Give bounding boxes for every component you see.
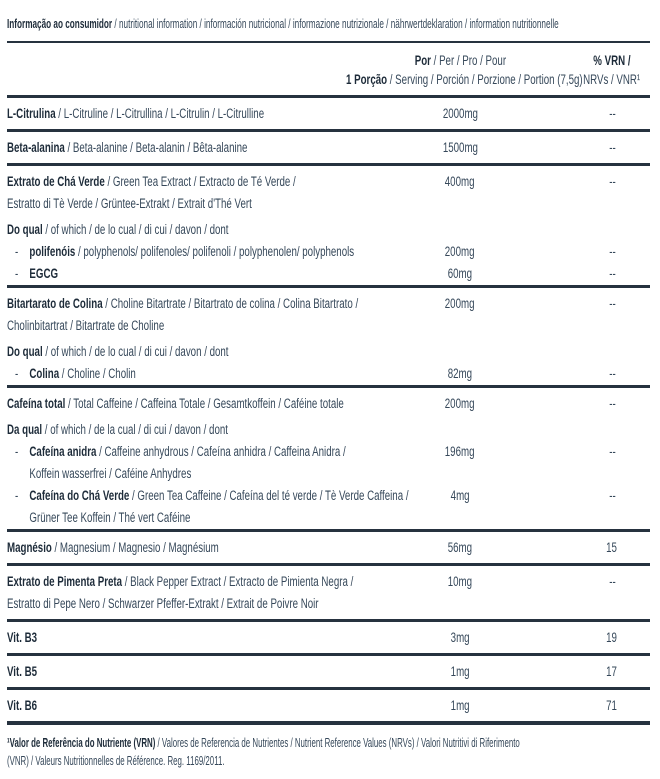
- ingredient-labels: [7, 293, 650, 337]
- nrv-value: [562, 363, 660, 385]
- row-caffeine-anhydrous: [7, 441, 650, 485]
- nrv-value: [562, 537, 660, 559]
- ingredient-name: Vit. B5: [7, 664, 38, 679]
- label-line: [7, 315, 650, 337]
- amount-text: 400mg: [445, 174, 475, 189]
- label-line: [7, 571, 650, 593]
- footnote: [7, 725, 650, 770]
- label-line: [7, 171, 650, 193]
- amount-value: [400, 293, 520, 315]
- nrv-label-line2: NRVs / VNR¹: [583, 72, 641, 87]
- dash-marker: -: [15, 244, 19, 259]
- nrv-value: [562, 263, 660, 285]
- nrv-value: [562, 293, 660, 315]
- ingredient-translations: Grüner Tee Koffein / Thé vert Caféine: [29, 510, 191, 525]
- dash-marker: -: [15, 266, 19, 281]
- column-headers: [7, 43, 650, 95]
- nrv-value: [562, 695, 660, 717]
- row-egcg: [7, 263, 650, 285]
- row-beta-alanina: [7, 132, 650, 163]
- dash-marker: -: [15, 366, 19, 381]
- column-header-nrv: [552, 51, 660, 89]
- amount-text: 2000mg: [442, 106, 478, 121]
- page-title-translations: / nutritional information / información nutricional / informazione nutrizionale / nährwertdeklaration / information nutritionnelle: [112, 16, 559, 31]
- ingredient-translations: / Caffeine anhydrous / Cafeína anhidra / Caffeina Anidra /: [96, 444, 346, 459]
- ingredient-translations: / Beta-alanine / Beta-alanin / Bêta-alanine: [64, 140, 248, 155]
- nrv-text: --: [608, 244, 616, 259]
- amount-text: 10mg: [447, 574, 473, 589]
- nrv-text: --: [608, 574, 616, 589]
- amount-text: 200mg: [445, 396, 475, 411]
- nrv-text: 19: [606, 630, 618, 645]
- ingredient-labels: [7, 627, 650, 649]
- label-line: [7, 419, 650, 441]
- nrv-text: --: [608, 366, 616, 381]
- nrv-text: 17: [606, 664, 618, 679]
- row-green-tea-caffeine: [7, 485, 650, 529]
- ingredient-translations: / Choline / Cholin: [59, 366, 136, 381]
- amount-text: 1500mg: [442, 140, 478, 155]
- amount-text: 200mg: [445, 296, 475, 311]
- footnote-text-line1: / Valores de Referencia de Nutrientes / Nutrient Reference Values (NRVs) / Valori Nutritivi di Riferimento: [155, 736, 520, 750]
- row-vit-b6: [7, 690, 650, 721]
- ingredient-labels: [7, 571, 650, 615]
- ingredient-translations: / Green Tea Extract / Extracto de Té Verde /: [104, 174, 296, 189]
- ingredient-labels: [7, 341, 650, 363]
- ingredient-name: Do qual: [7, 222, 43, 237]
- row-l-citrulina: [7, 98, 650, 129]
- amount-value: [400, 171, 520, 193]
- ingredient-name: Magnésio: [7, 540, 52, 555]
- label-line: [7, 661, 650, 683]
- nrv-text: --: [608, 174, 616, 189]
- label-line: [7, 507, 650, 529]
- ingredient-name: Do qual: [7, 344, 43, 359]
- ingredient-translations: Cholinbitartrat / Bitartrate de Choline: [7, 318, 165, 333]
- label-line: [7, 193, 650, 215]
- ingredient-labels: [7, 363, 650, 385]
- ingredient-name: Extrato de Pimenta Preta: [7, 574, 123, 589]
- amount-value: [400, 241, 520, 263]
- per-label: Por: [414, 53, 431, 68]
- label-line: [7, 341, 650, 363]
- amount-value: [400, 695, 520, 717]
- label-line: [7, 293, 650, 315]
- nrv-value: [562, 485, 660, 507]
- amount-text: 82mg: [447, 366, 473, 381]
- nrv-value: [562, 241, 660, 263]
- nrv-value: [562, 661, 660, 683]
- nrv-text: --: [608, 296, 616, 311]
- ingredient-name: Cafeína do Chá Verde: [29, 488, 130, 503]
- page-title: [7, 6, 650, 41]
- ingredient-translations: / Green Tea Caffeine / Cafeína del té verde / Tè Verde Caffeina /: [129, 488, 409, 503]
- ingredient-translations: Koffein wasserfrei / Caféine Anhydres: [29, 466, 192, 481]
- amount-text: 196mg: [445, 444, 475, 459]
- ingredient-name: Da qual: [7, 422, 43, 437]
- nrv-text: 15: [606, 540, 618, 555]
- amount-value: [400, 393, 520, 415]
- nutrition-table: [7, 98, 650, 725]
- ingredient-labels: [7, 393, 650, 415]
- ingredient-translations: Estratto di Tè Verde / Grüntee-Extrakt / Extrait d'Thé Vert: [7, 196, 252, 211]
- nrv-label-line1: % VRN /: [593, 53, 631, 68]
- amount-value: [400, 627, 520, 649]
- ingredient-labels: [7, 537, 650, 559]
- ingredient-name: Cafeína anidra: [29, 444, 97, 459]
- ingredient-translations: / polyphenols/ polifenoles/ polifenoli / polyphenolen/ polyphenols: [75, 244, 355, 259]
- nrv-value: [562, 441, 660, 463]
- ingredient-labels: [7, 171, 650, 215]
- amount-text: 3mg: [450, 630, 470, 645]
- label-line: [7, 537, 650, 559]
- ingredient-translations: / L-Citruline / L-Citrullina / L-Citrulin / L-Citrulline: [55, 106, 265, 121]
- ingredient-name: Vit. B3: [7, 630, 38, 645]
- row-green-tea-of-which: [7, 219, 650, 241]
- amount-value: [400, 661, 520, 683]
- dash-marker: -: [15, 488, 19, 503]
- ingredient-name: Bitartarato de Colina: [7, 296, 103, 311]
- serving-label: 1 Porção: [346, 72, 388, 87]
- row-total-caffeine: [7, 388, 650, 419]
- nrv-text: --: [608, 444, 616, 459]
- ingredient-translations: / of which / de la cual / di cui / davon / dont: [42, 422, 228, 437]
- label-line: [7, 219, 650, 241]
- row-choline-of-which: [7, 341, 650, 363]
- label-line: [7, 103, 650, 125]
- amount-value: [400, 485, 520, 507]
- ingredient-labels: [7, 441, 650, 485]
- row-black-pepper-extract: [7, 566, 650, 619]
- row-polyphenols: [7, 241, 650, 263]
- serving-label-translations: / Serving / Porción / Porzione / Portion (7,5g): [387, 72, 583, 87]
- dash-marker: -: [15, 444, 19, 459]
- amount-value: [400, 363, 520, 385]
- row-caffeine-of-which: [7, 419, 650, 441]
- amount-value: [400, 537, 520, 559]
- ingredient-labels: [7, 661, 650, 683]
- nrv-value: [562, 393, 660, 415]
- ingredient-name: Colina: [29, 366, 60, 381]
- row-vit-b5: [7, 656, 650, 687]
- nrv-value: [562, 171, 660, 193]
- nrv-text: --: [608, 488, 616, 503]
- label-line: [7, 241, 650, 263]
- amount-text: 1mg: [450, 698, 470, 713]
- ingredient-translations: / Black Pepper Extract / Extracto de Pimienta Negra /: [122, 574, 354, 589]
- ingredient-translations: / Choline Bitartrate / Bitartrato de colina / Colina Bitartrato /: [102, 296, 359, 311]
- page-title-primary: Informação ao consumidor: [7, 16, 113, 31]
- amount-value: [400, 263, 520, 285]
- footnote-bold: ¹Valor de Referência do Nutriente (VRN): [7, 736, 156, 750]
- nrv-text: --: [608, 140, 616, 155]
- ingredient-translations: / Magnesium / Magnesio / Magnésium: [51, 540, 219, 555]
- label-line: [7, 441, 650, 463]
- ingredient-translations: / Total Caffeine / Caffeina Totale / Gesamtkoffein / Caféine totale: [65, 396, 344, 411]
- nrv-value: [562, 137, 660, 159]
- ingredient-labels: [7, 263, 650, 285]
- label-line: [7, 363, 650, 385]
- row-magnesium: [7, 532, 650, 563]
- nrv-text: 71: [606, 698, 618, 713]
- ingredient-name: EGCG: [29, 266, 59, 281]
- ingredient-labels: [7, 419, 650, 441]
- amount-value: [400, 441, 520, 463]
- footnote-text-line2: (VNR) / Valeurs Nutritionnelles de Référence. Reg. 1169/2011.: [7, 754, 225, 768]
- ingredient-labels: [7, 103, 650, 125]
- label-line: [7, 463, 650, 485]
- nrv-value: [562, 571, 660, 593]
- label-line: [7, 393, 650, 415]
- label-line: [7, 485, 650, 507]
- amount-text: 4mg: [450, 488, 470, 503]
- label-line: [7, 137, 650, 159]
- amount-text: 200mg: [445, 244, 475, 259]
- label-line: [7, 593, 650, 615]
- amount-value: [400, 137, 520, 159]
- ingredient-translations: / of which / de lo cual / di cui / davon / dont: [42, 344, 229, 359]
- nrv-text: --: [608, 106, 616, 121]
- nrv-value: [562, 627, 660, 649]
- ingredient-name: Extrato de Chá Verde: [7, 174, 105, 189]
- ingredient-name: Cafeína total: [7, 396, 66, 411]
- ingredient-name: L-Citrulina: [7, 106, 56, 121]
- per-label-translations: / Per / Pro / Pour: [430, 53, 506, 68]
- amount-value: [400, 571, 520, 593]
- nrv-value: [562, 103, 660, 125]
- row-choline: [7, 363, 650, 385]
- ingredient-labels: [7, 219, 650, 241]
- ingredient-translations: / of which / de lo cual / di cui / davon / dont: [42, 222, 229, 237]
- amount-text: 60mg: [447, 266, 473, 281]
- nrv-text: --: [608, 396, 616, 411]
- amount-text: 1mg: [450, 664, 470, 679]
- label-line: [7, 695, 650, 717]
- row-vit-b3: [7, 622, 650, 653]
- ingredient-name: Beta-alanina: [7, 140, 65, 155]
- ingredient-name: polifenóis: [29, 244, 76, 259]
- label-line: [7, 627, 650, 649]
- amount-value: [400, 103, 520, 125]
- ingredient-labels: [7, 695, 650, 717]
- label-line: [7, 263, 650, 285]
- nrv-text: --: [608, 266, 616, 281]
- ingredient-labels: [7, 241, 650, 263]
- ingredient-translations: Estratto di Pepe Nero / Schwarzer Pfeffer-Extrakt / Extrait de Poivre Noir: [7, 596, 319, 611]
- row-green-tea-extract: [7, 166, 650, 219]
- ingredient-labels: [7, 137, 650, 159]
- row-choline-bitartrate: [7, 288, 650, 341]
- ingredient-name: Vit. B6: [7, 698, 38, 713]
- amount-text: 56mg: [447, 540, 473, 555]
- ingredient-labels: [7, 485, 650, 529]
